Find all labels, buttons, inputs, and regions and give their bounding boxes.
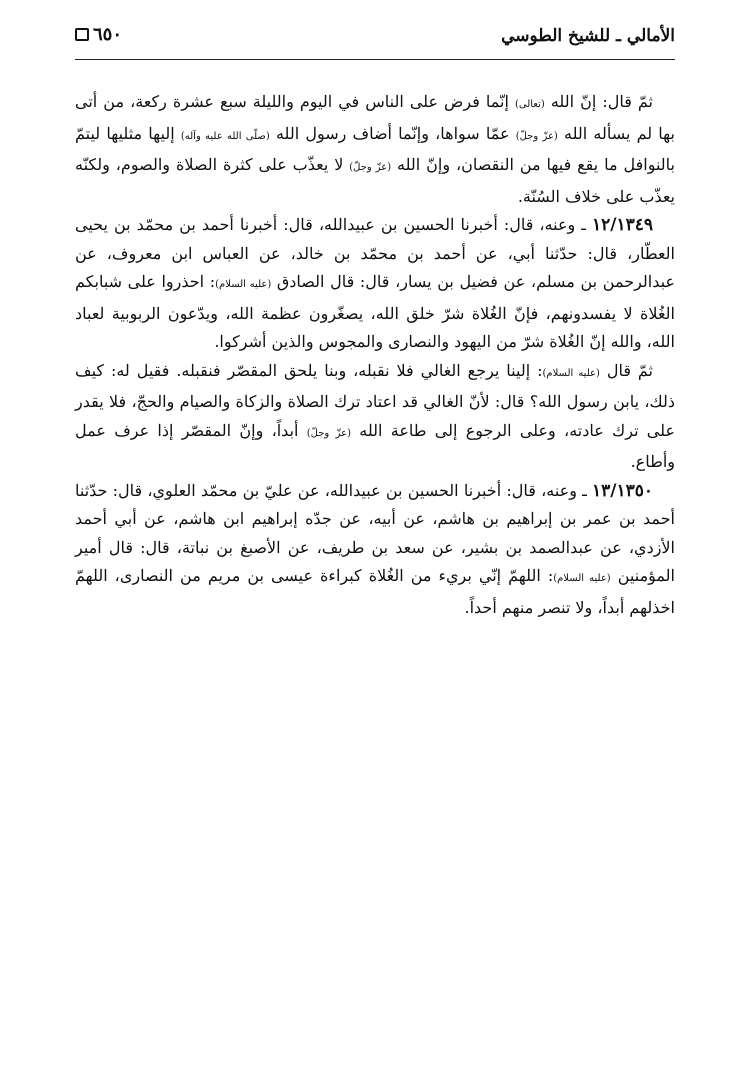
- honorific: (عليه السلام): [553, 573, 611, 584]
- body-text: [75, 88, 675, 622]
- page-header: [75, 20, 675, 60]
- text-run: : احذروا على شبابكم الغُلاة لا يفسدونهم، فإنّ الغُلاة شرّ خلق الله، يصغّرون عظمة الله، ويدّعون الربوبية لعباد الله، والله إنّ الغُلاة شرّ من اليهود والنصارى والمجوس والذين أشركوا.: [75, 272, 675, 351]
- text-run: : إلينا يرجع الغالي فلا نقبله، وبنا يلحق المقصّر فنقبله. فقيل له: كيف ذلك، يابن رسول الله؟ قال: لأنّ الغالي قد اعتاد ترك الصلاة والزكاة والصيام والحجّ، فلا يقدر على ترك عادته، وعلى الرجوع إلى طاعة الله: [75, 360, 675, 440]
- hadith-number: ١٢/١٣٤٩: [592, 215, 654, 235]
- honorific: (صلّى الله عليه وآله): [180, 130, 270, 142]
- page-number-block: [75, 24, 122, 45]
- page-box-icon: [75, 28, 89, 41]
- text-run: : اللهمّ إنّي بريء من الغُلاة كبراءة عيسى بن مريم من النصارى، اللهمّ اخذلهم أبداً، ولا تنصر منهم أحداً.: [75, 566, 675, 617]
- text-run: ـ وعنه، قال: أخبرنا الحسين بن عبيدالله، قال: أخبرنا أحمد بن محمّد بن يحيى العطّار، قال: حدّثنا أبي، عن أحمد بن محمّد بن خالد، عن العباس ابن معروف، عن عبدالرحمن بن مسلم، عن فضيل بن يسار، قال: قال الصادق: [75, 215, 676, 291]
- honorific: (عزّ وجلّ): [515, 130, 558, 142]
- honorific: (تعالى): [514, 99, 545, 110]
- text-run: ثمّ قال: [599, 360, 654, 380]
- honorific: (عليه السلام): [215, 279, 272, 290]
- running-title: الأمالي ـ للشيخ الطوسي: [501, 26, 675, 46]
- text-run: إنّما فرض على الناس في اليوم والليلة سبع عشرة ركعة، من أتى بها لم يسأله الله: [75, 92, 676, 143]
- text-run: ثمّ قال: إنّ الله: [544, 92, 653, 111]
- paragraph-2: [75, 211, 675, 357]
- paragraph-4: [75, 477, 675, 623]
- header-divider: [75, 59, 675, 60]
- text-run: أبداً، وإنّ المقصّر إذا عرف عمل وأطاع.: [75, 420, 675, 471]
- text-run: إليها مثليها ليتمّ بالنوافل ما يقع فيها من النقصان، وإنّ الله: [75, 123, 675, 174]
- paragraph-1: [75, 88, 675, 211]
- text-run: لا يعذّب على كثرة الصلاة والصوم، ولكنّه يعذّب على خلاف السُنّة.: [75, 155, 675, 206]
- page-number: ٦٥٠: [93, 24, 123, 45]
- text-run: عمّا سواها، وإنّما أضاف رسول الله: [269, 123, 516, 143]
- text-run: ـ وعنه، قال: أخبرنا الحسين بن عبيدالله، عن عليّ بن محمّد العلوي، قال: حدّثنا أحمد بن عمر بن إبراهيم بن هاشم، عن أبيه، عن جدّه إبراهيم ابن هاشم، عن أبي أحمد الأزدي، عن عبدالصمد بن بشير، عن سعد بن طريف، عن الأصبغ بن نباتة، قال: قال أمير المؤمنين: [75, 480, 675, 585]
- honorific: (عزّ وجلّ): [306, 427, 352, 439]
- paragraph-3: [75, 357, 675, 477]
- honorific: (عزّ وجلّ): [349, 162, 392, 173]
- hadith-number: ١٣/١٣٥٠: [592, 480, 653, 501]
- honorific: (عليه السلام): [542, 367, 600, 379]
